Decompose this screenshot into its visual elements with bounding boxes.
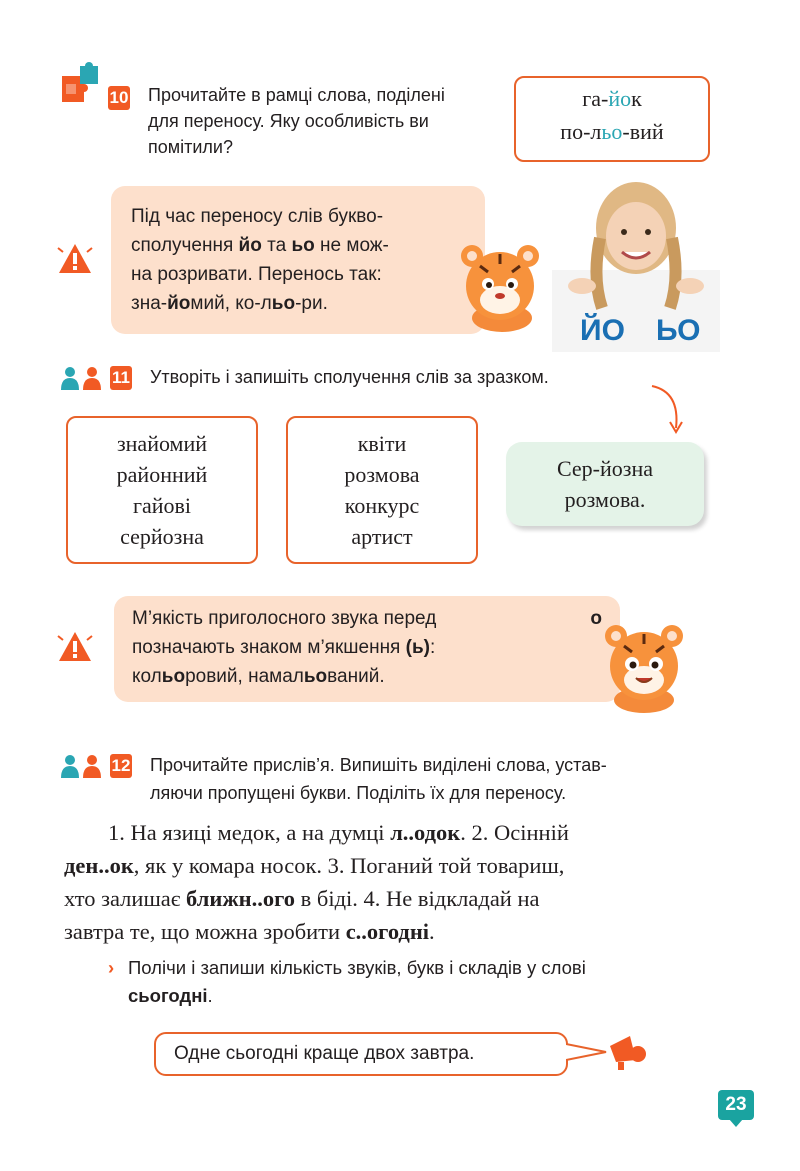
word: конкурс [344, 493, 420, 518]
word: знайомий [116, 431, 208, 456]
speech-pointer-icon [566, 1038, 608, 1068]
pair-work-icon [60, 754, 104, 778]
rule-box: М’якість приголосного звука перед о позначають знаком м’якшення (ь): кольоровий, намальований. [114, 596, 620, 702]
example-card: Сер-йозна розмова. [506, 442, 704, 526]
warning-icon [56, 240, 94, 276]
nouns-box [286, 416, 478, 564]
pair-work-icon [60, 366, 104, 390]
word: серйозна [120, 524, 204, 549]
word: розмова [344, 462, 420, 487]
label-soft-o: ЬО [656, 314, 701, 347]
label-yo: ЙО [580, 314, 625, 347]
proverbs-paragraph: 1. На язиці медок, а на думці л..одок. 2. Осінній ден..ок, як у комара носок. 3. Поганий той товариш, хто залишає ближн..ого в біді. 4. Не відкладай на завтра те, що можна зробити с..огодні. [64, 820, 569, 944]
task-number: 12 [110, 754, 132, 778]
word: квіти [357, 431, 407, 456]
quote-box: Одне сьогодні краще двох завтра. [154, 1032, 568, 1076]
puzzle-icon [60, 62, 102, 106]
subtask: › Полічи і запиши кількість звуків, букв і складів у слові сьогодні. [108, 954, 728, 1010]
task-instruction: Прочитайте в рамці слова, поділені для переносу. Яку особливість ви помітили? [148, 85, 445, 157]
task-instruction: Прочитайте прислів’я. Випишіть виділені слова, устав- ляючи пропущені букви. Поділіть їх для переносу. [150, 755, 607, 803]
task-number: 11 [110, 366, 132, 390]
adjectives-box [66, 416, 258, 564]
task-number: 10 [108, 86, 130, 110]
tiger-cub-illustration [590, 616, 696, 716]
word: гайові [132, 493, 192, 518]
girl-photo [552, 178, 720, 352]
example-word: по-льо-вий [560, 119, 664, 144]
warning-icon [56, 628, 94, 664]
task-instruction: Утворіть і запишіть сполучення слів за зразком. [150, 367, 549, 387]
megaphone-icon [606, 1032, 650, 1072]
rule-box: Під час переносу слів букво- сполучення йо та ьо не мож- на розривати. Перенось так: зна-йомий, ко-льо-ри. [111, 186, 485, 334]
hyphenation-example-box [514, 76, 710, 162]
word: районний [116, 462, 208, 487]
word: артист [351, 524, 413, 549]
chevron-right-icon: › [108, 957, 115, 978]
tiger-cub-illustration [450, 236, 550, 336]
example-word: га-йок [582, 86, 642, 111]
curved-arrow-icon [646, 384, 686, 438]
page-number-badge: 23 [718, 1090, 754, 1120]
badge-pointer [729, 1119, 743, 1127]
